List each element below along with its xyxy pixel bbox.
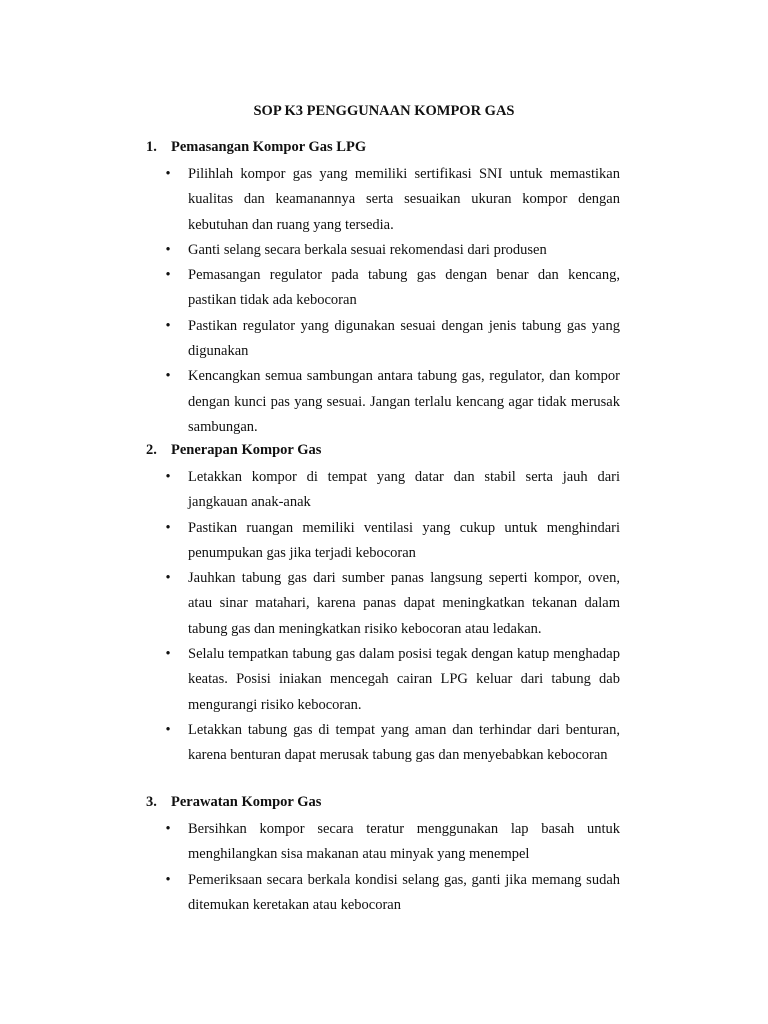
bullet-list (146, 162, 626, 440)
section-title: Pemasangan Kompor Gas LPG (171, 139, 367, 155)
document-title: SOP K3 PENGGUNAAN KOMPOR GAS (253, 103, 515, 119)
list-item (146, 718, 620, 769)
list-item-text: Pastikan regulator yang digunakan sesuai dengan jenis tabung gas yang digunakan (188, 317, 620, 360)
bullet-icon: • (165, 469, 171, 485)
bullet-icon: • (165, 821, 171, 837)
list-item-text: Pemeriksaan secara berkala kondisi selang gas, ganti jika memang sudah ditemukan keretakan atau kebocoran (188, 871, 620, 913)
section-number: 1. (146, 139, 157, 155)
bullet-icon: • (165, 721, 171, 738)
list-item-text: Jauhkan tabung gas dari sumber panas langsung seperti kompor, oven, atau sinar matahari, karena panas dapat meningkatkan tekanan dalam tabung gas dan meningkatkan risiko kebocoran atau ledakan. (188, 570, 620, 637)
section-heading (146, 440, 626, 460)
list-item (146, 263, 620, 314)
section-number: 2. (146, 442, 157, 458)
list-item (146, 516, 620, 567)
section-title: Penerapan Kompor Gas (171, 442, 322, 458)
section-pemasangan (146, 137, 626, 440)
list-item (146, 238, 620, 263)
list-item (146, 465, 620, 516)
bullet-icon: • (165, 368, 171, 385)
list-item-text: Bersihkan kompor secara teratur menggunakan lap basah untuk menghilangkan sisa makanan atau minyak yang menempel (188, 821, 620, 863)
section-title: Perawatan Kompor Gas (171, 794, 322, 810)
list-item (146, 162, 620, 238)
list-item-text: Pilihlah kompor gas yang memiliki sertifikasi SNI untuk memastikan kualitas dan keamanannya serta sesuaikan ukuran kompor dengan kebutuhan dan ruang yang tersedia. (188, 166, 620, 233)
bullet-icon: • (165, 871, 171, 888)
list-item-text: Letakkan kompor di tempat yang datar dan stabil serta jauh dari jangkauan anak-anak (188, 469, 620, 511)
list-item (146, 364, 620, 440)
list-item (146, 642, 620, 718)
section-penerapan (146, 440, 626, 769)
list-item-text: Letakkan tabung gas di tempat yang aman dan terhindar dari benturan, karena benturan dapat merusak tabung gas dan menyebabkan kebocoran (188, 721, 620, 764)
section-perawatan (146, 792, 626, 918)
list-item (146, 868, 620, 919)
list-item-text: Ganti selang secara berkala sesuai rekomendasi dari produsen (188, 241, 547, 258)
bullet-icon: • (165, 646, 171, 663)
bullet-list (146, 465, 626, 769)
bullet-icon: • (165, 519, 171, 536)
section-heading (146, 792, 626, 812)
list-item (146, 314, 620, 365)
bullet-icon: • (165, 166, 171, 182)
bullet-icon: • (165, 267, 171, 284)
list-item-text: Pastikan ruangan memiliki ventilasi yang cukup untuk menghindari penumpukan gas jika terjadi kebocoran (188, 519, 620, 561)
bullet-list (146, 817, 626, 918)
section-heading (146, 137, 626, 157)
list-item-text: Selalu tempatkan tabung gas dalam posisi tegak dengan katup menghadap keatas. Posisi iniakan mencegah cairan LPG keluar dari tabung dab mengurangi risiko kebocoran. (188, 646, 620, 713)
bullet-icon: • (165, 317, 171, 334)
section-number: 3. (146, 794, 157, 810)
list-item-text: Kencangkan semua sambungan antara tabung gas, regulator, dan kompor dengan kunci pas yang sesuai. Jangan terlalu kencang agar tidak merusak sambungan. (188, 368, 620, 435)
bullet-icon: • (165, 570, 171, 587)
list-item-text: Pemasangan regulator pada tabung gas dengan benar dan kencang, pastikan tidak ada kebocoran (188, 267, 620, 309)
list-item (146, 566, 620, 642)
bullet-icon: • (165, 241, 171, 258)
list-item (146, 817, 620, 868)
